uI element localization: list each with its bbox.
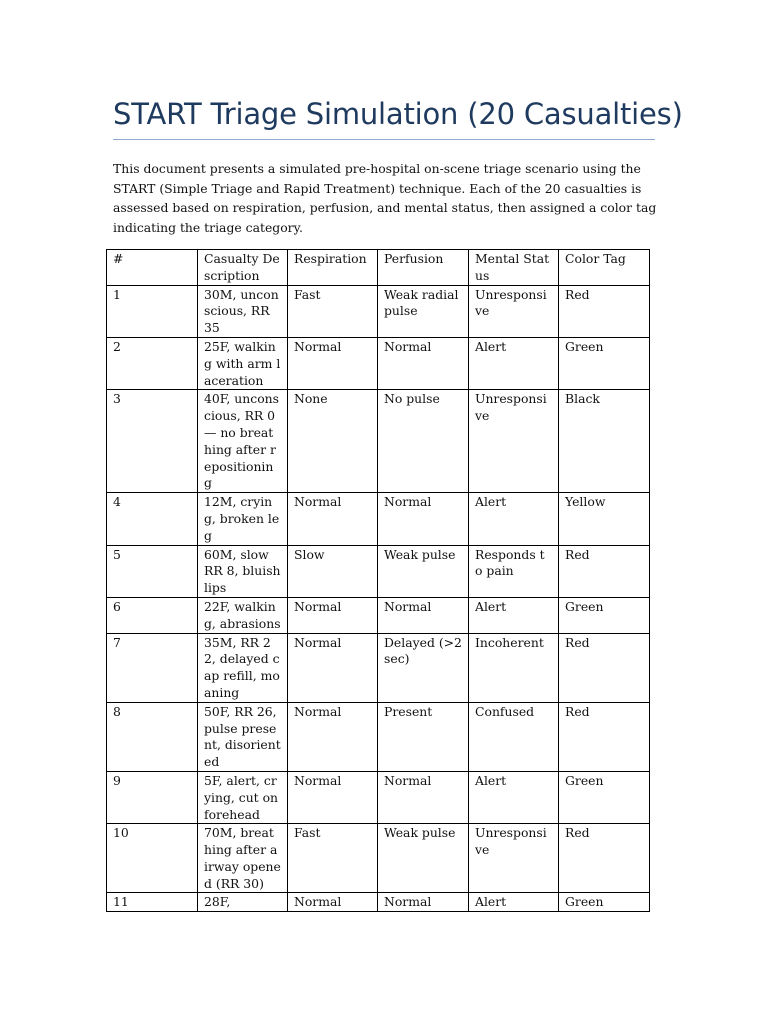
table-row bbox=[107, 337, 650, 389]
cell-color-tag: Red bbox=[559, 285, 650, 337]
cell-color-tag: Black bbox=[559, 390, 650, 493]
cell-number: 8 bbox=[107, 702, 198, 771]
cell-color-tag: Red bbox=[559, 824, 650, 893]
table-row bbox=[107, 702, 650, 771]
cell-color-tag: Green bbox=[559, 597, 650, 633]
cell-number: 1 bbox=[107, 285, 198, 337]
cell-perfusion: Weak pulse bbox=[378, 545, 469, 597]
table-row bbox=[107, 771, 650, 823]
cell-color-tag: Green bbox=[559, 893, 650, 912]
cell-number: 7 bbox=[107, 633, 198, 702]
cell-mental-status: Alert bbox=[469, 893, 559, 912]
cell-respiration: Normal bbox=[288, 893, 378, 912]
cell-respiration: Normal bbox=[288, 597, 378, 633]
header-number: # bbox=[107, 250, 198, 286]
cell-color-tag: Green bbox=[559, 771, 650, 823]
cell-respiration: Normal bbox=[288, 633, 378, 702]
cell-respiration: Normal bbox=[288, 337, 378, 389]
cell-mental-status: Alert bbox=[469, 493, 559, 545]
cell-color-tag: Green bbox=[559, 337, 650, 389]
header-color-tag: Color Tag bbox=[559, 250, 650, 286]
cell-description: 5F, alert, crying, cut on forehead bbox=[198, 771, 288, 823]
cell-mental-status: Responds to pain bbox=[469, 545, 559, 597]
cell-description: 25F, walking with arm laceration bbox=[198, 337, 288, 389]
cell-description: 60M, slow RR 8, bluish lips bbox=[198, 545, 288, 597]
cell-number: 6 bbox=[107, 597, 198, 633]
header-respiration: Respiration bbox=[288, 250, 378, 286]
cell-number: 5 bbox=[107, 545, 198, 597]
table-row bbox=[107, 390, 650, 493]
cell-number: 4 bbox=[107, 493, 198, 545]
table-header-row bbox=[107, 250, 650, 286]
cell-number: 10 bbox=[107, 824, 198, 893]
cell-respiration: Fast bbox=[288, 824, 378, 893]
cell-mental-status: Unresponsive bbox=[469, 824, 559, 893]
cell-description: 50F, RR 26, pulse present, disoriented bbox=[198, 702, 288, 771]
cell-perfusion: Weak pulse bbox=[378, 824, 469, 893]
cell-perfusion: Normal bbox=[378, 597, 469, 633]
cell-color-tag: Yellow bbox=[559, 493, 650, 545]
cell-description: 40F, unconscious, RR 0 — no breathing after repositioning bbox=[198, 390, 288, 493]
cell-number: 3 bbox=[107, 390, 198, 493]
cell-mental-status: Alert bbox=[469, 337, 559, 389]
table-row bbox=[107, 893, 650, 912]
document-title: START Triage Simulation (20 Casualties) bbox=[113, 97, 683, 131]
triage-table bbox=[106, 249, 650, 912]
cell-color-tag: Red bbox=[559, 633, 650, 702]
cell-number: 11 bbox=[107, 893, 198, 912]
cell-respiration: None bbox=[288, 390, 378, 493]
table-row bbox=[107, 633, 650, 702]
table-row bbox=[107, 824, 650, 893]
cell-color-tag: Red bbox=[559, 545, 650, 597]
header-perfusion: Perfusion bbox=[378, 250, 469, 286]
cell-respiration: Slow bbox=[288, 545, 378, 597]
cell-respiration: Normal bbox=[288, 771, 378, 823]
cell-number: 2 bbox=[107, 337, 198, 389]
cell-perfusion: Present bbox=[378, 702, 469, 771]
cell-mental-status: Unresponsive bbox=[469, 390, 559, 493]
cell-perfusion: Normal bbox=[378, 893, 469, 912]
cell-description: 70M, breathing after airway opened (RR 30) bbox=[198, 824, 288, 893]
header-mental-status: Mental Status bbox=[469, 250, 559, 286]
cell-respiration: Normal bbox=[288, 493, 378, 545]
cell-perfusion: Delayed (>2 sec) bbox=[378, 633, 469, 702]
cell-mental-status: Incoherent bbox=[469, 633, 559, 702]
cell-perfusion: Normal bbox=[378, 337, 469, 389]
table-row bbox=[107, 285, 650, 337]
cell-perfusion: Normal bbox=[378, 771, 469, 823]
cell-mental-status: Alert bbox=[469, 597, 559, 633]
cell-respiration: Fast bbox=[288, 285, 378, 337]
table-row bbox=[107, 493, 650, 545]
cell-perfusion: Normal bbox=[378, 493, 469, 545]
cell-mental-status: Unresponsive bbox=[469, 285, 559, 337]
cell-description: 35M, RR 22, delayed cap refill, moaning bbox=[198, 633, 288, 702]
cell-respiration: Normal bbox=[288, 702, 378, 771]
cell-description: 28F, bbox=[198, 893, 288, 912]
cell-perfusion: No pulse bbox=[378, 390, 469, 493]
cell-perfusion: Weak radial pulse bbox=[378, 285, 469, 337]
cell-number: 9 bbox=[107, 771, 198, 823]
cell-mental-status: Alert bbox=[469, 771, 559, 823]
title-underline bbox=[113, 139, 655, 140]
cell-description: 30M, unconscious, RR 35 bbox=[198, 285, 288, 337]
cell-description: 12M, crying, broken leg bbox=[198, 493, 288, 545]
table-row bbox=[107, 545, 650, 597]
table-row bbox=[107, 597, 650, 633]
cell-color-tag: Red bbox=[559, 702, 650, 771]
cell-description: 22F, walking, abrasions bbox=[198, 597, 288, 633]
intro-paragraph: This document presents a simulated pre-hospital on-scene triage scenario using the START (Simple Triage and Rapid Treatment) technique. Each of the 20 casualties is assessed based on respiration, perfusion, and mental status, then assigned a color tag indicating the triage category. bbox=[113, 161, 657, 235]
cell-mental-status: Confused bbox=[469, 702, 559, 771]
header-casualty-description: Casualty Description bbox=[198, 250, 288, 286]
